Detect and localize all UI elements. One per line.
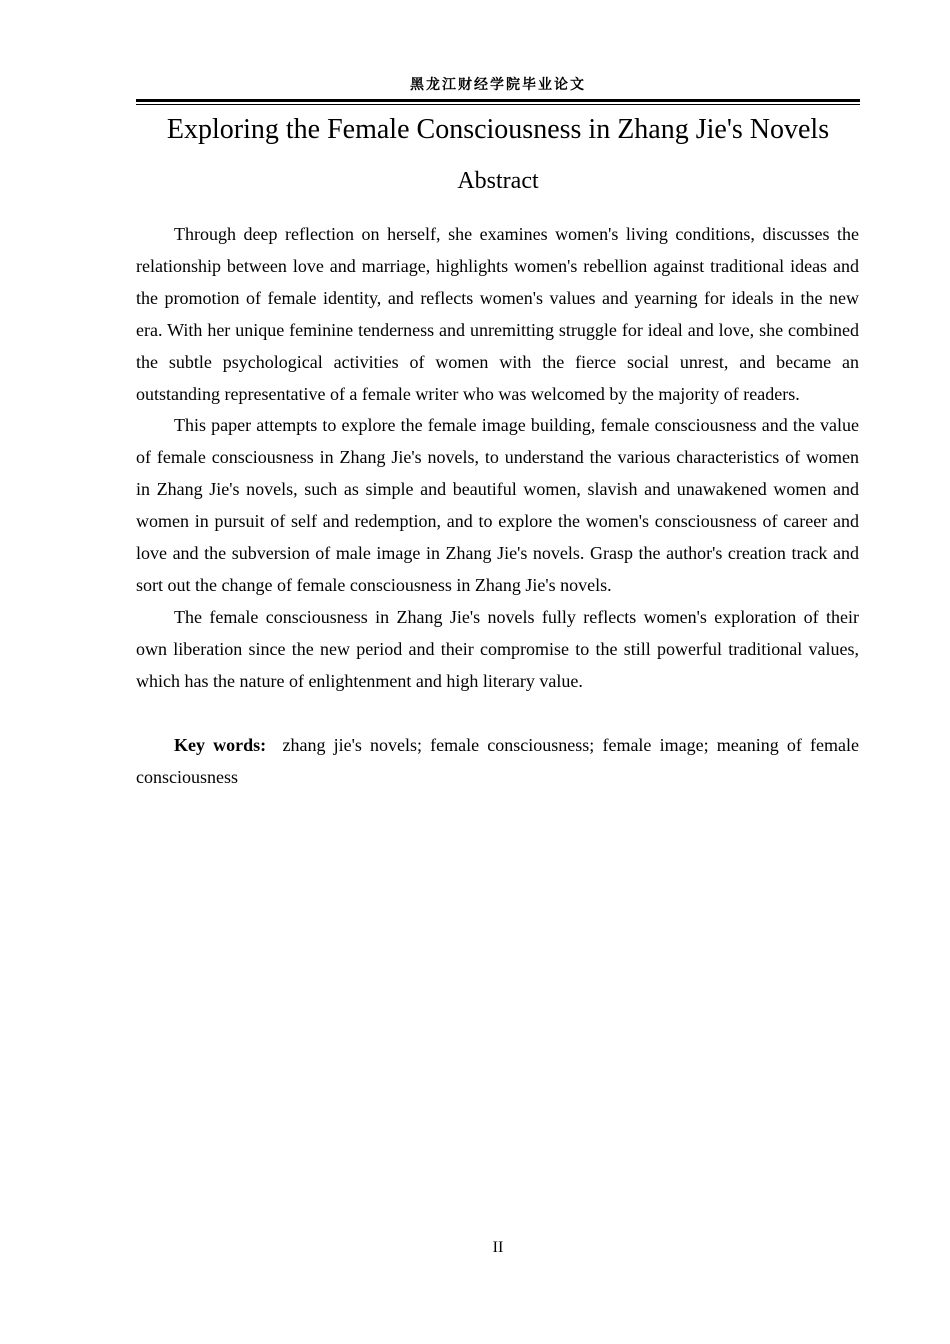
header-rule-thin <box>136 104 860 105</box>
abstract-paragraph-3: The female consciousness in Zhang Jie's novels fully reflects women's exploration of their own liberation since the new period and their compromise to the still powerful traditional values, which has the nature of enlightenment and high literary value. <box>136 606 859 691</box>
document-title: Exploring the Female Consciousness in Zhang Jie's Novels <box>166 114 830 145</box>
abstract-body <box>136 219 859 793</box>
keywords-label: Key words: <box>174 734 267 755</box>
abstract-heading: Abstract <box>457 168 539 194</box>
page-number: II <box>492 1239 504 1256</box>
page-header: 黑龙江财经学院毕业论文 <box>410 77 586 93</box>
header-rule-thick <box>136 99 860 102</box>
keywords-text: zhang jie's novels; female consciousness; female image; meaning of female consciousness <box>136 734 859 787</box>
abstract-paragraph-1: Through deep reflection on herself, she examines women's living conditions, discusses the relationship between love and marriage, highlights women's rebellion against traditional ideas and the promotion of female identity, and reflects women's values and yearning for ideals in the new era. With her unique feminine tenderness and unremitting struggle for ideal and love, she combined the subtle psychological activities of women with the fierce social unrest, and became an outstanding representative of a female writer who was welcomed by the majority of readers. <box>136 224 859 404</box>
keywords-line <box>136 730 859 794</box>
abstract-paragraph-2: This paper attempts to explore the female image building, female consciousness and the value of female consciousness in Zhang Jie's novels, to understand the various characteristics of women in Zhang Jie's novels, such as simple and beautiful women, slavish and unawakened women and women in pursuit of self and redemption, and to explore the women's consciousness of career and love and the subversion of male image in Zhang Jie's novels. Grasp the author's creation track and sort out the change of female consciousness in Zhang Jie's novels. <box>136 415 859 595</box>
